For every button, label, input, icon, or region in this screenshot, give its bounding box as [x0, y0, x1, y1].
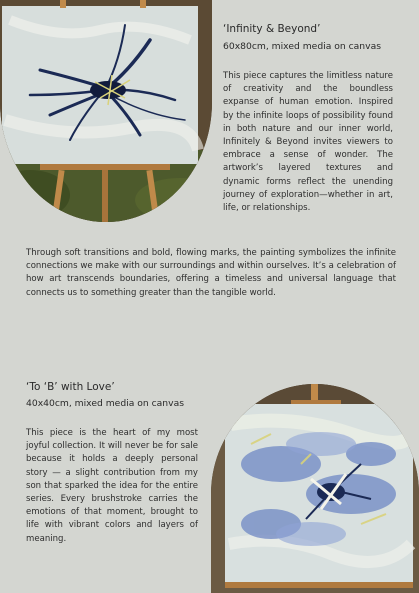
artwork-2-title: ‘To ‘B’ with Love’	[26, 381, 115, 393]
artwork-1-title: ‘Infinity & Beyond’	[223, 23, 321, 35]
artwork-1-description-continued: Through soft transitions and bold, flowing marks, the painting symbolizes the infinite connections we make with our surroundings and within ourselves. It’s a celebration of how art transcends boundaries, offering a timeless and universal language that connects us to something greater than the tangible world.	[26, 248, 396, 298]
artwork-2-details: 40x40cm, mixed media on canvas	[26, 398, 184, 409]
artwork-photo-infinity-beyond	[0, 0, 212, 222]
artwork-2-description: This piece is the heart of my most joyful collection. It will never be for sale because it holds a deeply personal story — a slight contribution from my son that sparked the idea for the entire series. Every brushstroke carries the emotions of that moment, brought to life with vibrant colors and layers of meaning.	[26, 428, 198, 544]
artwork-1-description: This piece captures the limitless nature of creativity and the boundless expanse of human emotion. Inspired by the infinite loops of possibility found in both nature and our inner world, Infinitely & Beyond invites viewers to embrace a sense of wonder. The artwork’s layered textures and dynamic forms reflect the unending journey of exploration—whether in art, life, or relationships.	[223, 71, 393, 214]
artwork-1-details: 60x80cm, mixed media on canvas	[223, 41, 381, 52]
artwork-photo-to-b-with-love	[211, 384, 419, 593]
